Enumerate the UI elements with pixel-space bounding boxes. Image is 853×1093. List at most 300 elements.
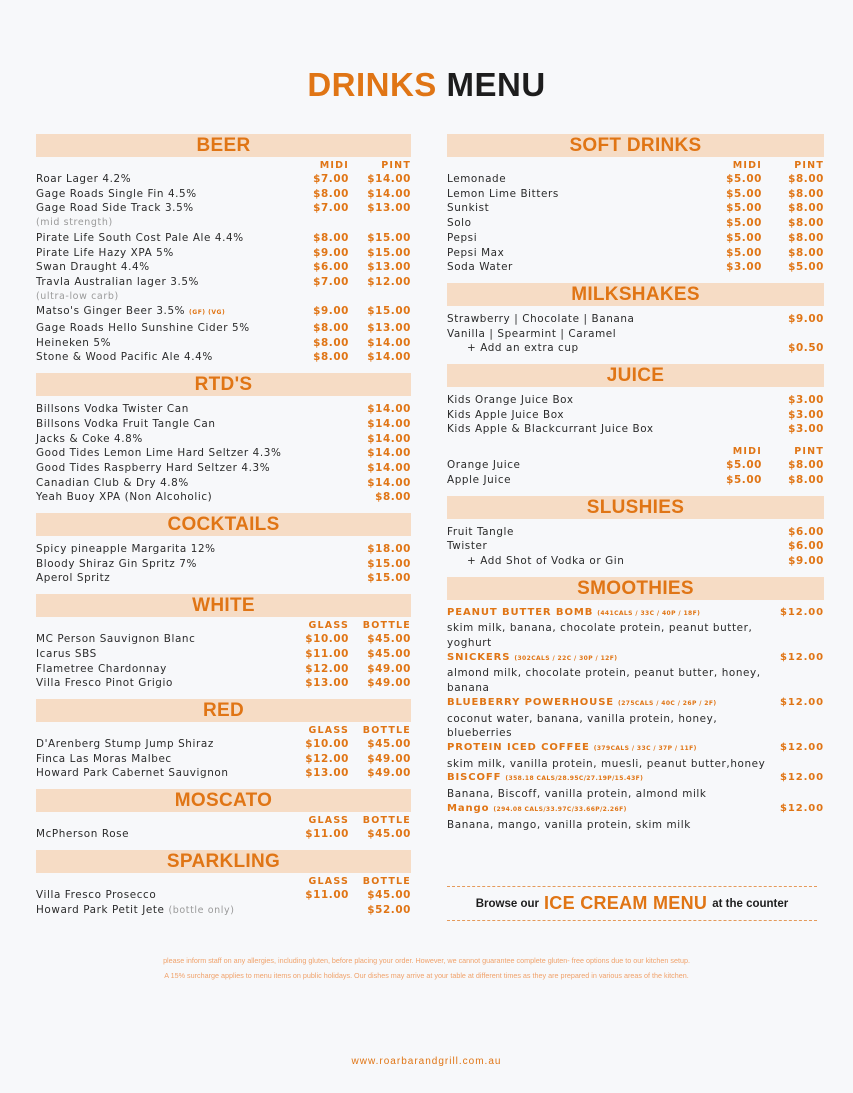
item-name: Fruit Tangle bbox=[447, 525, 514, 538]
price: $7.00 bbox=[313, 275, 349, 288]
item-name bbox=[36, 647, 287, 662]
item-name bbox=[36, 187, 287, 202]
smoothie-name-row bbox=[447, 606, 824, 622]
item-name: Jacks & Coke 4.8% bbox=[36, 432, 143, 445]
menu-item bbox=[36, 737, 411, 752]
item-name: Twister bbox=[447, 540, 488, 553]
item-name-text: Heineken 5% bbox=[36, 336, 112, 349]
price: $3.00 bbox=[726, 261, 762, 274]
price: $8.00 bbox=[313, 322, 349, 335]
price: $8.00 bbox=[313, 187, 349, 200]
item-name bbox=[36, 888, 287, 903]
price: $5.00 bbox=[726, 459, 762, 472]
menu-item bbox=[36, 350, 411, 365]
price: $6.00 bbox=[788, 540, 824, 553]
item-name: Bloody Shiraz Gin Spritz 7% bbox=[36, 557, 197, 570]
smoothie-name-row bbox=[447, 651, 824, 667]
column-header: MIDI bbox=[732, 446, 762, 458]
column-header: PINT bbox=[794, 160, 824, 171]
price: $13.00 bbox=[305, 677, 349, 690]
price: $13.00 bbox=[367, 322, 411, 335]
price: $3.00 bbox=[788, 423, 824, 436]
section-rtds bbox=[36, 373, 411, 505]
menu-item bbox=[36, 490, 411, 505]
price bbox=[287, 903, 349, 919]
menu-item bbox=[447, 393, 824, 408]
price: $12.00 bbox=[780, 802, 824, 814]
price: $5.00 bbox=[726, 231, 762, 244]
menu-item bbox=[36, 172, 411, 187]
menu-item bbox=[447, 201, 824, 216]
menu-item bbox=[447, 231, 824, 246]
item-name-text: Solo bbox=[447, 217, 472, 230]
price: $12.00 bbox=[780, 606, 824, 618]
column-header: GLASS bbox=[308, 620, 349, 632]
menu-item bbox=[447, 473, 824, 488]
item-name: Billsons Vodka Fruit Tangle Can bbox=[36, 417, 216, 430]
price: $8.00 bbox=[375, 491, 411, 504]
item-name-text: Pirate Life South Cost Pale Ale 4.4% bbox=[36, 231, 244, 244]
smoothie-name bbox=[447, 651, 764, 667]
item-name bbox=[36, 632, 287, 647]
price: $14.00 bbox=[367, 461, 411, 474]
item-name: Aperol Spritz bbox=[36, 572, 111, 585]
menu-item bbox=[447, 422, 824, 437]
section-sparkling bbox=[36, 850, 411, 918]
column-headers bbox=[36, 814, 411, 827]
price: $14.00 bbox=[367, 351, 411, 364]
column-headers bbox=[36, 619, 411, 632]
price: $5.00 bbox=[726, 202, 762, 215]
menu-item bbox=[36, 903, 411, 919]
menu-item bbox=[36, 557, 411, 572]
allergy-notice: please inform staff on any allergies, including gluten, before placing your order. However, we cannot guarantee complete gluten- free options due to our kitchen setup. bbox=[163, 956, 690, 965]
menu-item bbox=[447, 187, 824, 202]
price: $15.00 bbox=[367, 557, 411, 570]
item-name-text: Sunkist bbox=[447, 202, 490, 215]
menu-item bbox=[36, 201, 411, 216]
smoothie-calories: (275CALS / 40C / 26P / 2F) bbox=[618, 699, 717, 707]
item-name-text: Howard Park Petit Jete bbox=[36, 903, 165, 916]
page-title bbox=[0, 66, 853, 104]
price: $49.00 bbox=[367, 662, 411, 675]
menu-item bbox=[36, 304, 411, 321]
spacer bbox=[447, 437, 824, 443]
price: $12.00 bbox=[367, 275, 411, 288]
right-column bbox=[447, 134, 824, 840]
section-soft-drinks bbox=[447, 134, 824, 275]
smoothie-description: skim milk, banana, chocolate protein, peanut butter, yoghurt bbox=[447, 622, 753, 650]
smoothie-calories: (302CALS / 22C / 30P / 12F) bbox=[514, 654, 618, 662]
section-heading: SLUSHIES bbox=[447, 496, 824, 519]
price: $9.00 bbox=[313, 305, 349, 318]
price: $14.00 bbox=[367, 173, 411, 185]
menu-item bbox=[36, 662, 411, 677]
title-menu: MENU bbox=[446, 66, 546, 103]
price: $8.00 bbox=[788, 473, 824, 486]
price: $12.00 bbox=[780, 772, 824, 784]
price: $0.50 bbox=[788, 342, 824, 355]
item-name bbox=[36, 662, 287, 677]
item-name-text: Gage Roads Hello Sunshine Cider 5% bbox=[36, 322, 250, 335]
menu-item bbox=[36, 402, 411, 417]
left-column bbox=[36, 134, 411, 926]
smoothie-name-row bbox=[447, 771, 824, 787]
price: $14.00 bbox=[367, 336, 411, 349]
section-heading: SOFT DRINKS bbox=[447, 134, 824, 157]
item-name-text: Roar Lager 4.2% bbox=[36, 173, 132, 185]
smoothie-description: almond milk, chocolate protein, peanut butter, honey, banana bbox=[447, 667, 761, 695]
menu-item bbox=[447, 327, 824, 342]
item-name bbox=[36, 246, 287, 261]
section-heading: MILKSHAKES bbox=[447, 283, 824, 306]
menu-item bbox=[36, 231, 411, 246]
menu-item bbox=[36, 888, 411, 903]
item-name bbox=[447, 260, 700, 275]
item-name bbox=[36, 201, 287, 216]
price: $45.00 bbox=[367, 828, 411, 841]
item-name-text: Lemonade bbox=[447, 173, 507, 185]
item-name bbox=[447, 458, 700, 473]
item-name bbox=[36, 260, 287, 275]
item-name-text: Apple Juice bbox=[447, 473, 512, 486]
price: $5.00 bbox=[726, 473, 762, 486]
column-header: GLASS bbox=[308, 724, 349, 736]
price: $14.00 bbox=[367, 432, 411, 445]
item-name bbox=[36, 676, 287, 691]
price: $9.00 bbox=[313, 246, 349, 259]
column-header: GLASS bbox=[308, 815, 349, 827]
menu-item bbox=[447, 554, 824, 569]
price: $3.00 bbox=[788, 408, 824, 421]
column-header: GLASS bbox=[308, 875, 349, 887]
menu-item bbox=[36, 336, 411, 351]
menu-item bbox=[447, 172, 824, 187]
price: $6.00 bbox=[788, 525, 824, 538]
price: $5.00 bbox=[726, 246, 762, 259]
price: $8.00 bbox=[788, 173, 824, 185]
item-name: Vanilla | Spearmint | Caramel bbox=[447, 327, 617, 340]
price: $7.00 bbox=[313, 173, 349, 185]
price: $14.00 bbox=[367, 476, 411, 489]
smoothie-name bbox=[447, 741, 764, 757]
price: $13.00 bbox=[367, 261, 411, 274]
item-note: (ultra-low carb) bbox=[36, 290, 119, 302]
smoothie-title: PEANUT BUTTER BOMB bbox=[447, 606, 594, 618]
price: $8.00 bbox=[788, 246, 824, 259]
item-name bbox=[36, 231, 287, 246]
diet-tag: (GF) (VG) bbox=[189, 309, 226, 317]
item-name bbox=[447, 246, 700, 261]
price: $9.00 bbox=[788, 312, 824, 325]
smoothie-description: coconut water, banana, vanilla protein, honey, blueberries bbox=[447, 712, 718, 740]
price: $18.00 bbox=[367, 543, 411, 556]
item-name-text: Soda Water bbox=[447, 261, 513, 274]
menu-item bbox=[447, 539, 824, 554]
price: $45.00 bbox=[367, 737, 411, 750]
price: $13.00 bbox=[305, 767, 349, 780]
item-name: Kids Orange Juice Box bbox=[447, 394, 574, 407]
smoothie-title: PROTEIN ICED COFFEE bbox=[447, 741, 590, 753]
website-link[interactable]: www.roarbarandgrill.com.au bbox=[351, 1056, 502, 1067]
column-headers bbox=[36, 159, 411, 172]
item-name bbox=[447, 187, 700, 202]
item-name-text: Gage Road Side Track 3.5% bbox=[36, 202, 194, 215]
item-name-text: Pepsi Max bbox=[447, 246, 505, 259]
smoothie-name-row bbox=[447, 741, 824, 757]
price: $7.00 bbox=[313, 202, 349, 215]
menu-item bbox=[36, 571, 411, 586]
item-name bbox=[447, 231, 700, 246]
section-heading: WHITE bbox=[36, 594, 411, 617]
price: $15.00 bbox=[367, 572, 411, 585]
menu-item bbox=[447, 408, 824, 423]
item-name bbox=[36, 275, 287, 290]
price: $11.00 bbox=[305, 828, 349, 841]
column-headers bbox=[36, 875, 411, 888]
section-heading: MOSCATO bbox=[36, 789, 411, 812]
price: $5.00 bbox=[788, 261, 824, 274]
smoothie-name bbox=[447, 802, 764, 818]
section-heading: COCKTAILS bbox=[36, 513, 411, 536]
item-name-text: Finca Las Moras Malbec bbox=[36, 752, 172, 765]
item-name-text: Howard Park Cabernet Sauvignon bbox=[36, 767, 229, 780]
smoothie-name bbox=[447, 696, 764, 712]
price: $12.00 bbox=[780, 741, 824, 753]
price: $15.00 bbox=[367, 246, 411, 259]
menu-item bbox=[447, 458, 824, 473]
item-name bbox=[447, 216, 700, 231]
menu-item bbox=[36, 827, 411, 842]
item-name-text: Stone & Wood Pacific Ale 4.4% bbox=[36, 351, 213, 364]
section-beer bbox=[36, 134, 411, 365]
smoothie-description: skim milk, vanilla protein, muesli, peanut butter,honey bbox=[447, 757, 766, 770]
price: $8.00 bbox=[788, 187, 824, 200]
price: $8.00 bbox=[788, 217, 824, 230]
item-name bbox=[36, 766, 287, 781]
item-name bbox=[36, 737, 287, 752]
price: $13.00 bbox=[367, 202, 411, 215]
column-header: BOTTLE bbox=[362, 724, 411, 736]
column-header: MIDI bbox=[732, 160, 762, 171]
smoothie-calories: (358.18 CALS/28.95C/27.19P/15.43F) bbox=[505, 775, 644, 783]
price: $11.00 bbox=[305, 647, 349, 660]
browse-post: at the counter bbox=[712, 897, 789, 910]
item-extra: (bottle only) bbox=[168, 904, 235, 916]
price: $45.00 bbox=[367, 888, 411, 901]
section-heading: SMOOTHIES bbox=[447, 577, 824, 600]
item-note: (mid strength) bbox=[36, 217, 113, 229]
menu-item bbox=[36, 632, 411, 647]
item-name bbox=[36, 321, 287, 336]
menu-item bbox=[36, 246, 411, 261]
column-header: MIDI bbox=[319, 160, 349, 171]
price: $12.00 bbox=[780, 696, 824, 708]
item-name: Canadian Club & Dry 4.8% bbox=[36, 476, 189, 489]
section-milkshakes bbox=[447, 283, 824, 356]
item-name bbox=[36, 752, 287, 767]
price: $6.00 bbox=[313, 261, 349, 274]
item-name-text: MC Person Sauvignon Blanc bbox=[36, 633, 196, 646]
section-smoothies bbox=[447, 577, 824, 833]
smoothie-name bbox=[447, 606, 764, 622]
item-name-text: Flametree Chardonnay bbox=[36, 662, 167, 675]
item-name: Kids Apple Juice Box bbox=[447, 408, 565, 421]
price: $8.00 bbox=[788, 231, 824, 244]
price: $5.00 bbox=[726, 217, 762, 230]
item-name-text: Villa Fresco Pinot Grigio bbox=[36, 677, 173, 690]
item-name-text: Lemon Lime Bitters bbox=[447, 187, 559, 200]
item-name-text: Swan Draught 4.4% bbox=[36, 261, 150, 274]
section-juice bbox=[447, 364, 824, 488]
item-name: + Add an extra cup bbox=[467, 342, 579, 355]
price: $10.00 bbox=[305, 633, 349, 646]
menu-item bbox=[447, 260, 824, 275]
section-heading: RED bbox=[36, 699, 411, 722]
menu-item bbox=[447, 341, 824, 356]
item-name bbox=[36, 172, 287, 187]
item-name-text: Matso's Ginger Beer 3.5% bbox=[36, 305, 186, 318]
item-name bbox=[36, 304, 287, 321]
price: $5.00 bbox=[726, 173, 762, 185]
price: $11.00 bbox=[305, 888, 349, 901]
price: $14.00 bbox=[367, 447, 411, 460]
price: $49.00 bbox=[367, 677, 411, 690]
item-name-text: Travla Australian lager 3.5% bbox=[36, 275, 200, 288]
menu-item bbox=[36, 432, 411, 447]
ice-cream-banner bbox=[447, 886, 817, 921]
item-name-text: Pirate Life Hazy XPA 5% bbox=[36, 246, 174, 259]
menu-item bbox=[36, 752, 411, 767]
column-header: PINT bbox=[794, 446, 824, 458]
item-name-text: McPherson Rose bbox=[36, 828, 130, 841]
price: $8.00 bbox=[313, 336, 349, 349]
item-name bbox=[36, 827, 287, 842]
item-name-text: Gage Roads Single Fin 4.5% bbox=[36, 187, 197, 200]
menu-item bbox=[36, 676, 411, 691]
browse-main: ICE CREAM MENU bbox=[544, 893, 708, 913]
menu-item bbox=[36, 417, 411, 432]
column-headers bbox=[447, 159, 824, 172]
price: $49.00 bbox=[367, 767, 411, 780]
menu-item bbox=[36, 647, 411, 662]
price: $9.00 bbox=[788, 554, 824, 567]
smoothie-description: Banana, mango, vanilla protein, skim milk bbox=[447, 818, 691, 831]
section-white bbox=[36, 594, 411, 691]
item-name bbox=[36, 350, 287, 365]
smoothie-title: SNICKERS bbox=[447, 651, 511, 663]
smoothie-title: Mango bbox=[447, 802, 490, 814]
menu-item bbox=[447, 312, 824, 327]
menu-item bbox=[36, 446, 411, 461]
menu-item bbox=[36, 187, 411, 202]
menu-item bbox=[447, 216, 824, 231]
price: $8.00 bbox=[313, 231, 349, 244]
price bbox=[762, 327, 824, 342]
column-header: BOTTLE bbox=[362, 620, 411, 632]
price: $45.00 bbox=[367, 633, 411, 646]
menu-item bbox=[36, 542, 411, 557]
price: $8.00 bbox=[788, 202, 824, 215]
smoothie-description: Banana, Biscoff, vanilla protein, almond milk bbox=[447, 788, 707, 801]
price: $12.00 bbox=[780, 651, 824, 663]
smoothie-calories: (294.08 CALS/33.97C/33.66P/2.26F) bbox=[493, 805, 627, 813]
price: $14.00 bbox=[367, 187, 411, 200]
smoothie-title: BISCOFF bbox=[447, 772, 502, 784]
section-red bbox=[36, 699, 411, 781]
smoothie-name-row bbox=[447, 696, 824, 712]
section-heading: BEER bbox=[36, 134, 411, 157]
item-name-text: Icarus SBS bbox=[36, 647, 97, 660]
item-name-text: Pepsi bbox=[447, 231, 478, 244]
section-heading: SPARKLING bbox=[36, 850, 411, 873]
menu-item bbox=[36, 275, 411, 290]
section-heading: JUICE bbox=[447, 364, 824, 387]
item-name-text: Orange Juice bbox=[447, 459, 521, 472]
item-name: + Add Shot of Vodka or Gin bbox=[467, 554, 625, 567]
price: $15.00 bbox=[367, 305, 411, 318]
column-headers bbox=[447, 445, 824, 458]
menu-item bbox=[447, 525, 824, 540]
price: $12.00 bbox=[305, 662, 349, 675]
item-name bbox=[36, 903, 287, 919]
browse-pre: Browse our bbox=[475, 897, 539, 910]
column-header: BOTTLE bbox=[362, 815, 411, 827]
price: $15.00 bbox=[367, 231, 411, 244]
surcharge-notice: A 15% surcharge applies to menu items on public holidays. Our dishes may arrive at your table at different times as they are prepared in various areas of the kitchen. bbox=[164, 971, 689, 980]
item-name bbox=[447, 201, 700, 216]
section-heading: RTD'S bbox=[36, 373, 411, 396]
section-slushies bbox=[447, 496, 824, 569]
price: $45.00 bbox=[367, 647, 411, 660]
item-name: Strawberry | Chocolate | Banana bbox=[447, 312, 635, 325]
smoothie-title: BLUEBERRY POWERHOUSE bbox=[447, 696, 615, 708]
menu-item bbox=[36, 476, 411, 491]
price: $14.00 bbox=[367, 403, 411, 416]
section-cocktails bbox=[36, 513, 411, 586]
column-header: BOTTLE bbox=[362, 875, 411, 887]
price: $8.00 bbox=[788, 459, 824, 472]
column-headers bbox=[36, 724, 411, 737]
item-name: Good Tides Lemon Lime Hard Seltzer 4.3% bbox=[36, 447, 282, 460]
item-name: Billsons Vodka Twister Can bbox=[36, 403, 189, 416]
price: $12.00 bbox=[305, 752, 349, 765]
price: $14.00 bbox=[367, 417, 411, 430]
smoothie-calories: (379CALS / 33C / 37P / 11F) bbox=[593, 744, 697, 752]
menu-item bbox=[36, 461, 411, 476]
section-moscato bbox=[36, 789, 411, 842]
item-name: Good Tides Raspberry Hard Seltzer 4.3% bbox=[36, 461, 271, 474]
price: $49.00 bbox=[367, 752, 411, 765]
smoothie-calories: (441CALS / 33C / 40P / 18F) bbox=[597, 609, 701, 617]
title-drinks: DRINKS bbox=[307, 66, 437, 103]
menu-item bbox=[36, 321, 411, 336]
item-name: Spicy pineapple Margarita 12% bbox=[36, 543, 216, 556]
smoothie-name-row bbox=[447, 802, 824, 818]
price: $8.00 bbox=[313, 351, 349, 364]
menu-item bbox=[36, 260, 411, 275]
price: $10.00 bbox=[305, 737, 349, 750]
item-name bbox=[36, 336, 287, 351]
item-name bbox=[447, 172, 700, 187]
item-name: Kids Apple & Blackcurrant Juice Box bbox=[447, 423, 654, 436]
item-name bbox=[447, 473, 700, 488]
price: $52.00 bbox=[367, 903, 411, 916]
column-header: PINT bbox=[381, 160, 411, 171]
item-name-text: D'Arenberg Stump Jump Shiraz bbox=[36, 737, 214, 750]
smoothie-name bbox=[447, 771, 764, 787]
menu-item bbox=[447, 246, 824, 261]
